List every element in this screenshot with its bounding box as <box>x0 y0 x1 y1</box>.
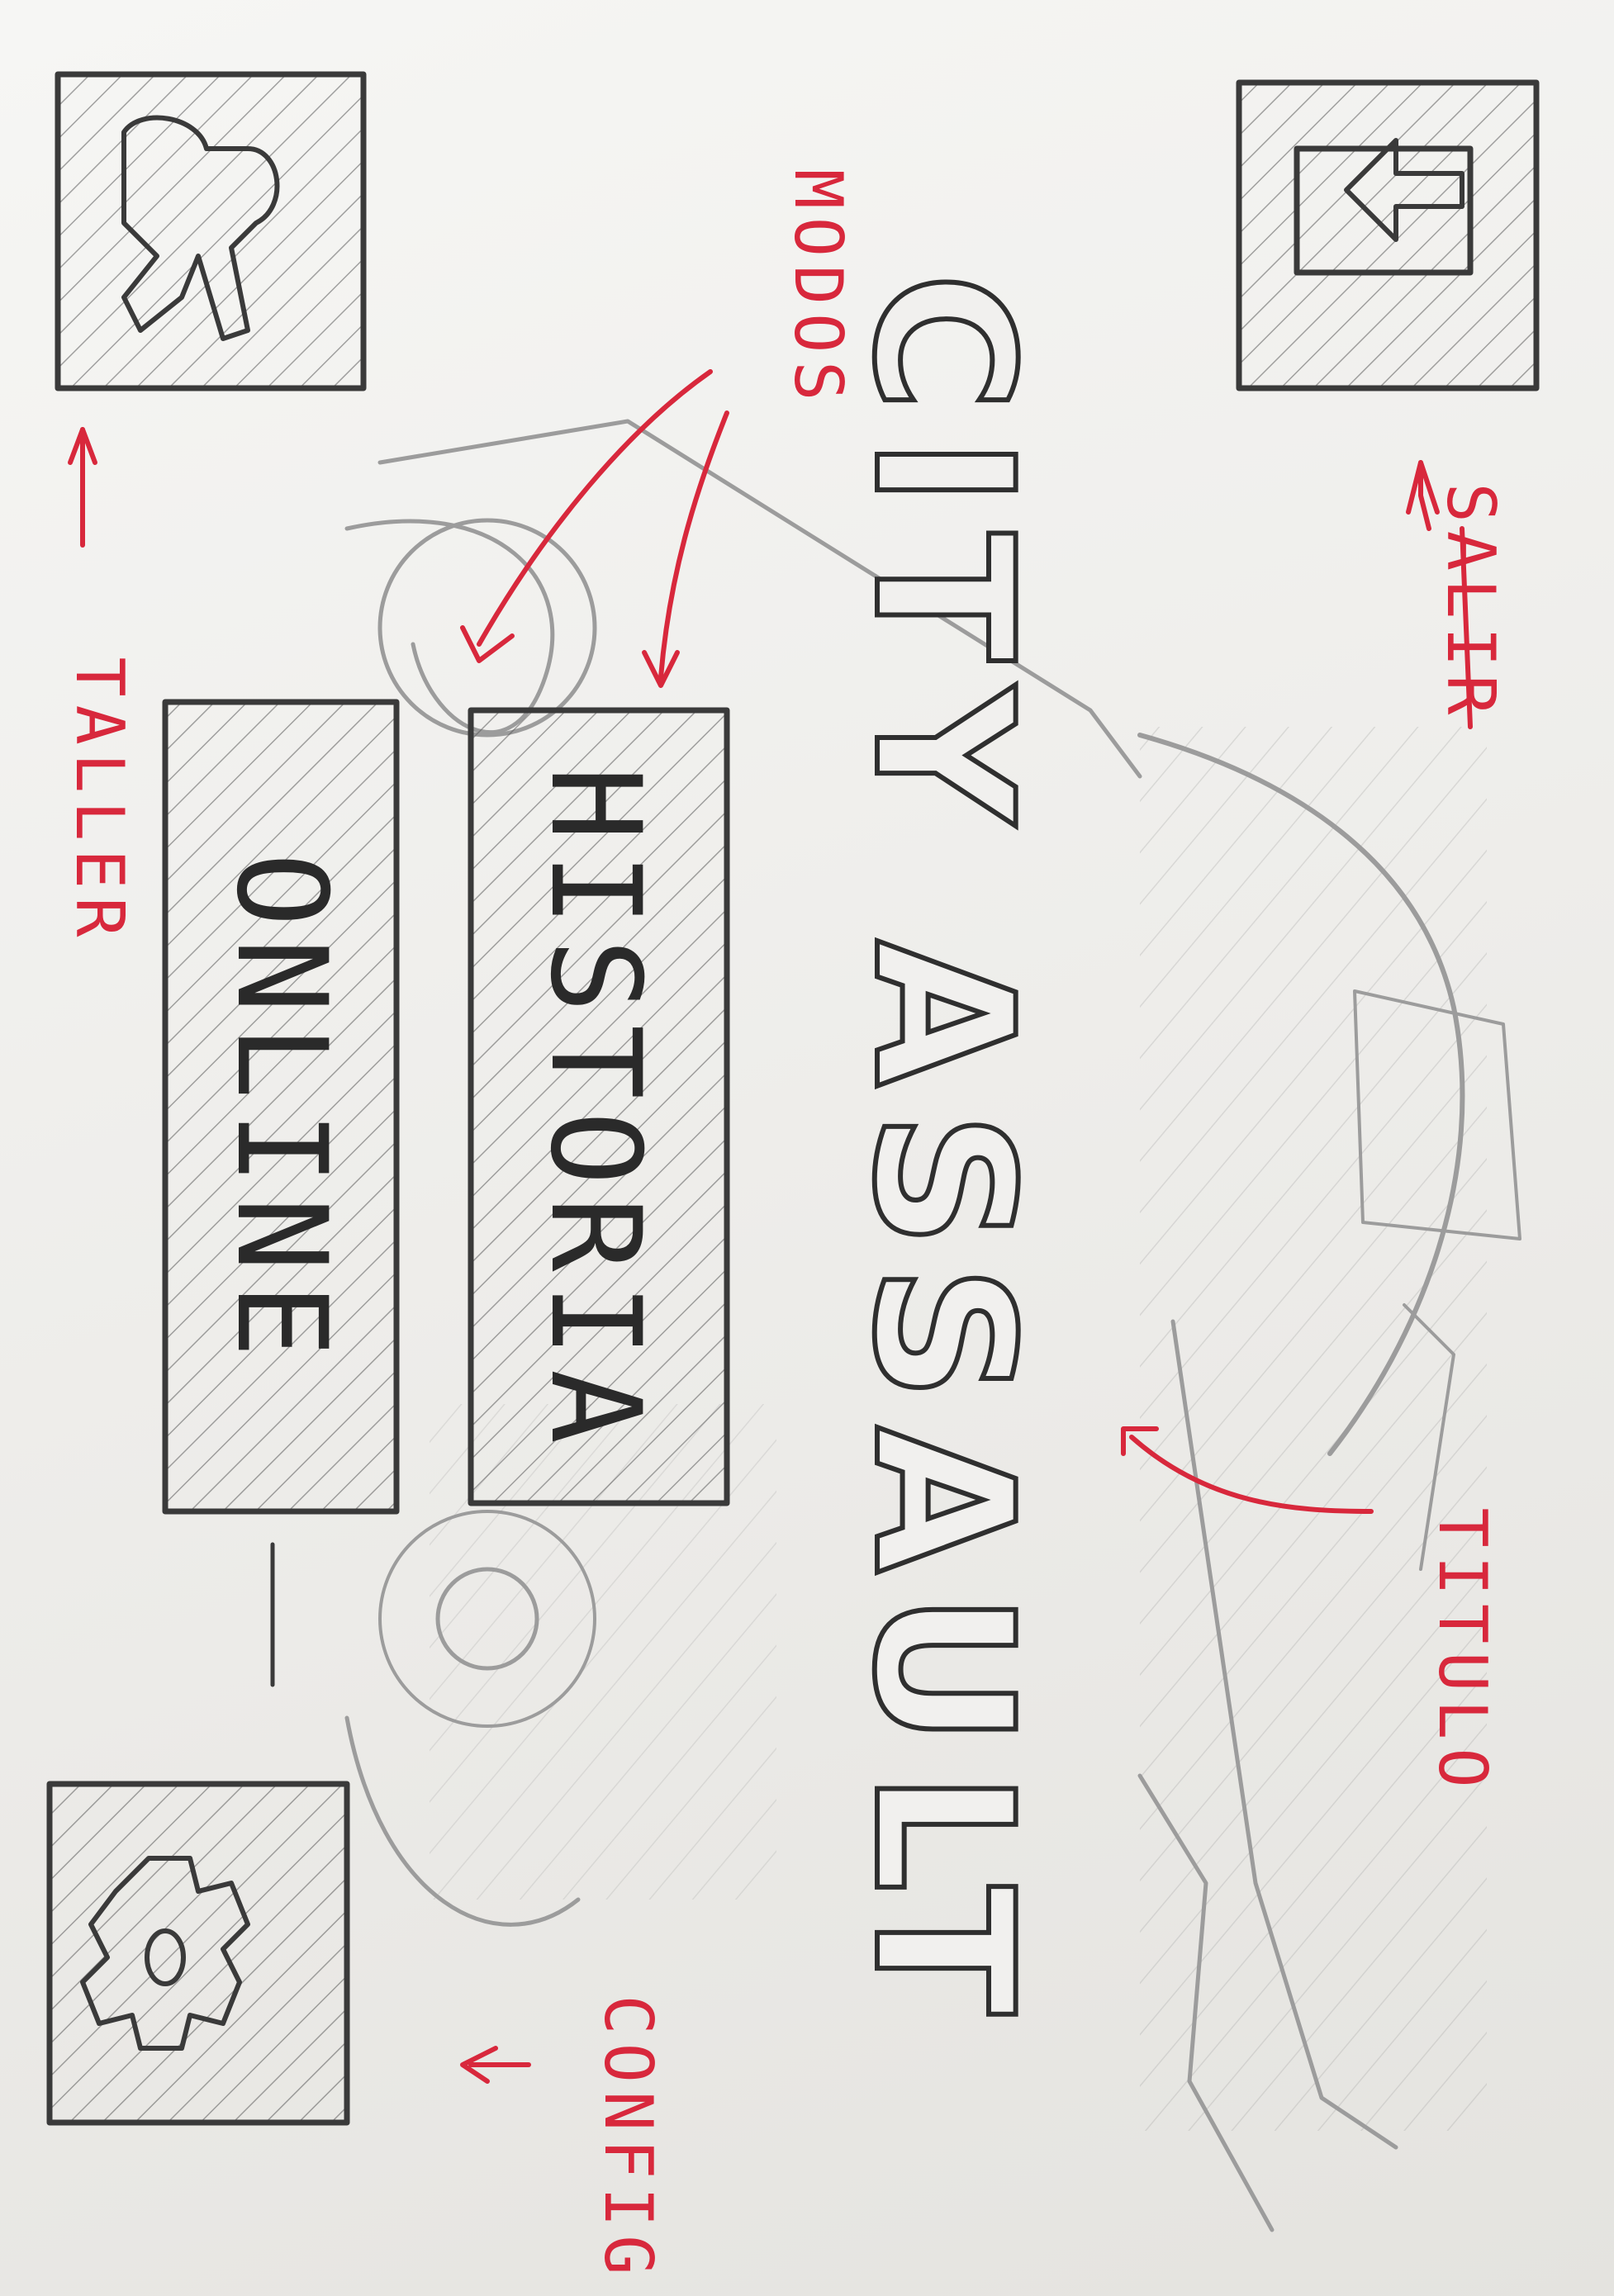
annotation-modos: MODOS <box>780 168 857 410</box>
exit-button[interactable] <box>1239 83 1536 388</box>
settings-button[interactable] <box>50 1784 347 2123</box>
annotation-titulo: TITULO <box>1424 1507 1501 1796</box>
historia-label[interactable]: HISTORIA <box>523 766 667 1456</box>
annotation-salir: SALIR <box>1432 482 1509 723</box>
online-label[interactable]: ONLINE <box>209 852 353 1369</box>
game-title: CITY ASSAULT <box>832 273 1052 2040</box>
annotation-config: CONFIG <box>590 1995 667 2284</box>
annotation-taller: TALLER <box>61 657 138 946</box>
workshop-button[interactable] <box>58 74 363 388</box>
